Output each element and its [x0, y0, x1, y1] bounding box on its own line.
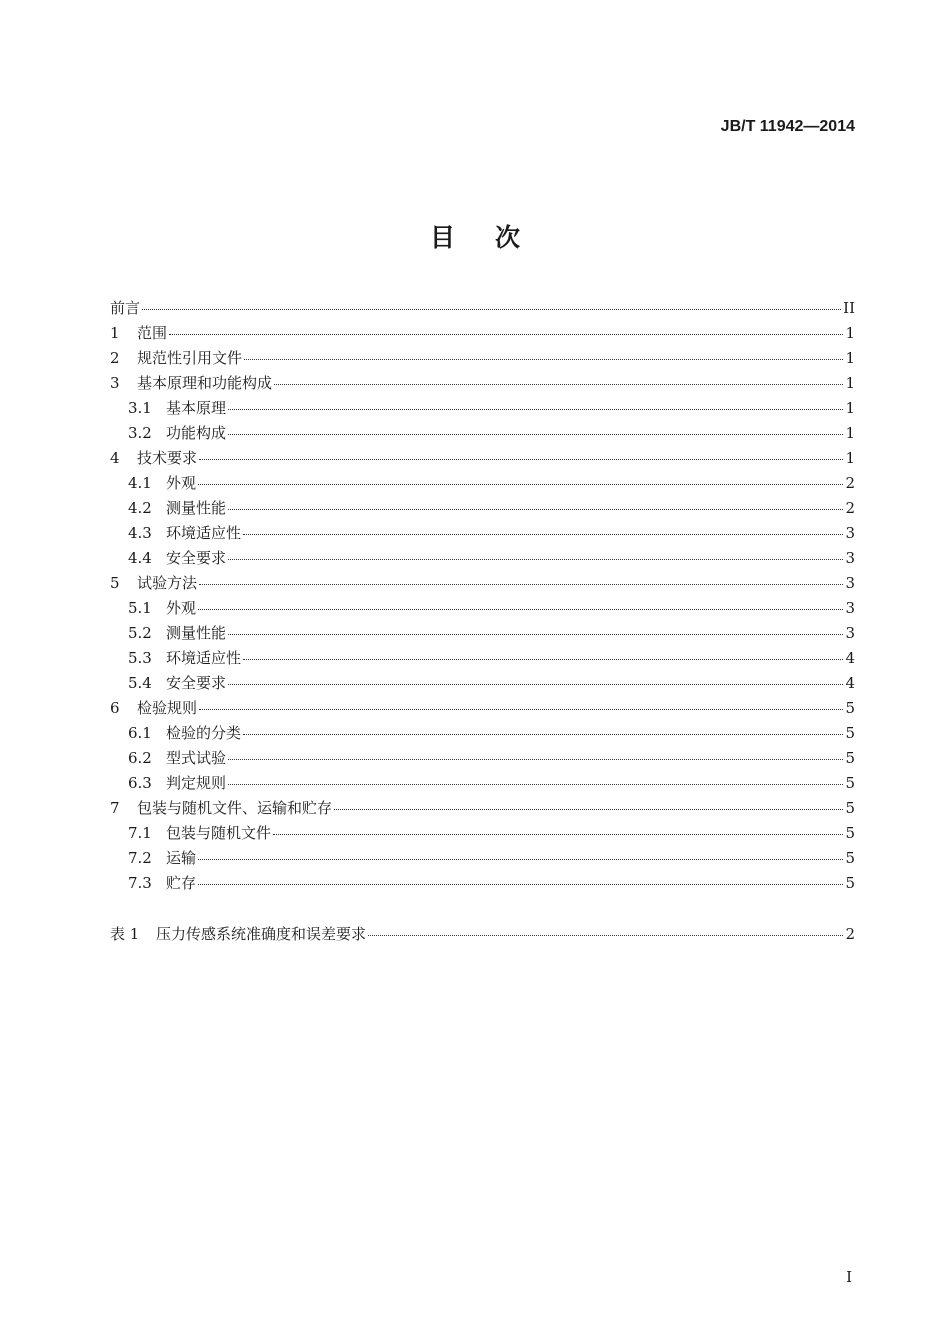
entry-number: 6.2 — [128, 749, 152, 767]
toc-entry[interactable] — [110, 322, 855, 347]
toc-entry[interactable] — [110, 447, 855, 472]
toc-entry[interactable] — [110, 672, 855, 697]
dot-leader — [243, 534, 843, 535]
entry-page: 1 — [845, 399, 855, 417]
entry-number: 1 — [110, 324, 120, 342]
entry-number: 5.4 — [128, 674, 152, 692]
toc-entry[interactable] — [110, 572, 855, 597]
list-of-tables — [110, 923, 855, 948]
entry-page: 1 — [845, 374, 855, 392]
toc-entry[interactable] — [110, 372, 855, 397]
entry-number: 3 — [110, 374, 120, 392]
toc-entry[interactable] — [110, 347, 855, 372]
entry-title: 环境适应性 — [166, 524, 242, 542]
entry-page: 5 — [845, 874, 855, 892]
dot-leader — [368, 935, 843, 936]
dot-leader — [273, 834, 843, 835]
dot-leader — [228, 759, 843, 760]
toc-entry[interactable] — [110, 923, 855, 948]
entry-title: 基本原理 — [166, 399, 227, 417]
entry-number: 4.2 — [128, 499, 152, 517]
entry-page: 3 — [845, 574, 855, 592]
entry-number: 5.2 — [128, 624, 152, 642]
entry-page: 1 — [845, 349, 855, 367]
entry-title: 基本原理和功能构成 — [137, 374, 273, 392]
entry-title: 判定规则 — [166, 774, 227, 792]
toc-entry[interactable] — [110, 597, 855, 622]
dot-leader — [334, 809, 843, 810]
dot-leader — [228, 559, 843, 560]
entry-title: 环境适应性 — [166, 649, 242, 667]
entry-page: 5 — [845, 724, 855, 742]
dot-leader — [228, 509, 843, 510]
entry-title: 外观 — [166, 474, 197, 492]
standard-number: JB/T 11942—2014 — [720, 118, 855, 135]
entry-number: 6 — [110, 699, 120, 717]
dot-leader — [198, 609, 843, 610]
entry-title: 技术要求 — [137, 449, 198, 467]
page-title: 目次 — [429, 223, 560, 252]
entry-title: 规范性引用文件 — [137, 349, 243, 367]
dot-leader — [198, 859, 843, 860]
dot-leader — [142, 309, 841, 310]
dot-leader — [228, 784, 843, 785]
entry-page: 2 — [845, 474, 855, 492]
entry-page: 5 — [845, 699, 855, 717]
entry-page: 3 — [845, 549, 855, 567]
toc-entry[interactable] — [110, 397, 855, 422]
entry-number: 6.3 — [128, 774, 152, 792]
toc-entry[interactable] — [110, 797, 855, 822]
page-number: I — [846, 1268, 852, 1286]
entry-title: 外观 — [166, 599, 197, 617]
entry-title: 范围 — [137, 324, 168, 342]
entry-page: 5 — [845, 849, 855, 867]
toc-entry[interactable] — [110, 547, 855, 572]
toc-entry[interactable] — [110, 722, 855, 747]
dot-leader — [198, 484, 843, 485]
toc-entry[interactable] — [110, 497, 855, 522]
dot-leader — [228, 684, 843, 685]
entry-title: 压力传感系统准确度和误差要求 — [156, 925, 367, 943]
entry-page: 4 — [845, 649, 855, 667]
entry-number: 2 — [110, 349, 120, 367]
toc-entry[interactable] — [110, 772, 855, 797]
entry-number: 表 1 — [110, 925, 140, 943]
entry-page: 3 — [845, 599, 855, 617]
dot-leader — [198, 884, 843, 885]
entry-page: II — [843, 299, 855, 317]
entry-page: 5 — [845, 749, 855, 767]
dot-leader — [199, 584, 843, 585]
entry-page: 5 — [845, 824, 855, 842]
toc-entry[interactable] — [110, 697, 855, 722]
dot-leader — [228, 434, 843, 435]
dot-leader — [244, 359, 843, 360]
toc-entry[interactable] — [110, 297, 855, 322]
toc-entry[interactable] — [110, 872, 855, 897]
entry-title: 贮存 — [166, 874, 197, 892]
entry-page: 5 — [845, 774, 855, 792]
dot-leader — [243, 659, 843, 660]
entry-number: 3.2 — [128, 424, 152, 442]
entry-title: 包装与随机文件 — [166, 824, 272, 842]
entry-number: 4 — [110, 449, 120, 467]
entry-page: 2 — [845, 499, 855, 517]
entry-number: 7.3 — [128, 874, 152, 892]
dot-leader — [169, 334, 843, 335]
entry-title: 包装与随机文件、运输和贮存 — [137, 799, 333, 817]
entry-page: 3 — [845, 624, 855, 642]
entry-title: 检验的分类 — [166, 724, 242, 742]
toc-entry[interactable] — [110, 522, 855, 547]
entry-title: 测量性能 — [166, 624, 227, 642]
entry-page: 1 — [845, 324, 855, 342]
toc-entry[interactable] — [110, 747, 855, 772]
toc-entry[interactable] — [110, 422, 855, 447]
entry-number: 5.1 — [128, 599, 152, 617]
entry-page: 1 — [845, 424, 855, 442]
entry-page: 5 — [845, 799, 855, 817]
dot-leader — [199, 709, 843, 710]
table-of-contents — [110, 297, 855, 897]
toc-entry[interactable] — [110, 847, 855, 872]
entry-title: 安全要求 — [166, 549, 227, 567]
entry-title: 检验规则 — [137, 699, 198, 717]
entry-title: 试验方法 — [137, 574, 198, 592]
entry-number: 5 — [110, 574, 120, 592]
toc-entry[interactable] — [110, 472, 855, 497]
entry-number: 7.1 — [128, 824, 152, 842]
entry-page: 2 — [845, 925, 855, 943]
entry-number: 6.1 — [128, 724, 152, 742]
entry-number: 4.4 — [128, 549, 152, 567]
dot-leader — [243, 734, 843, 735]
toc-entry[interactable] — [110, 622, 855, 647]
entry-number: 7 — [110, 799, 120, 817]
entry-page: 3 — [845, 524, 855, 542]
entry-number: 4.3 — [128, 524, 152, 542]
dot-leader — [228, 634, 843, 635]
entry-title: 功能构成 — [166, 424, 227, 442]
entry-title: 安全要求 — [166, 674, 227, 692]
dot-leader — [228, 409, 843, 410]
toc-entry[interactable] — [110, 822, 855, 847]
entry-page: 4 — [845, 674, 855, 692]
entry-number: 3.1 — [128, 399, 152, 417]
entry-number: 7.2 — [128, 849, 152, 867]
dot-leader — [199, 459, 843, 460]
entry-title: 型式试验 — [166, 749, 227, 767]
entry-page: 1 — [845, 449, 855, 467]
entry-number: 4.1 — [128, 474, 152, 492]
entry-title: 运输 — [166, 849, 197, 867]
entry-title: 测量性能 — [166, 499, 227, 517]
entry-number: 5.3 — [128, 649, 152, 667]
toc-entry[interactable] — [110, 647, 855, 672]
entry-title: 前言 — [110, 299, 141, 317]
dot-leader — [274, 384, 843, 385]
